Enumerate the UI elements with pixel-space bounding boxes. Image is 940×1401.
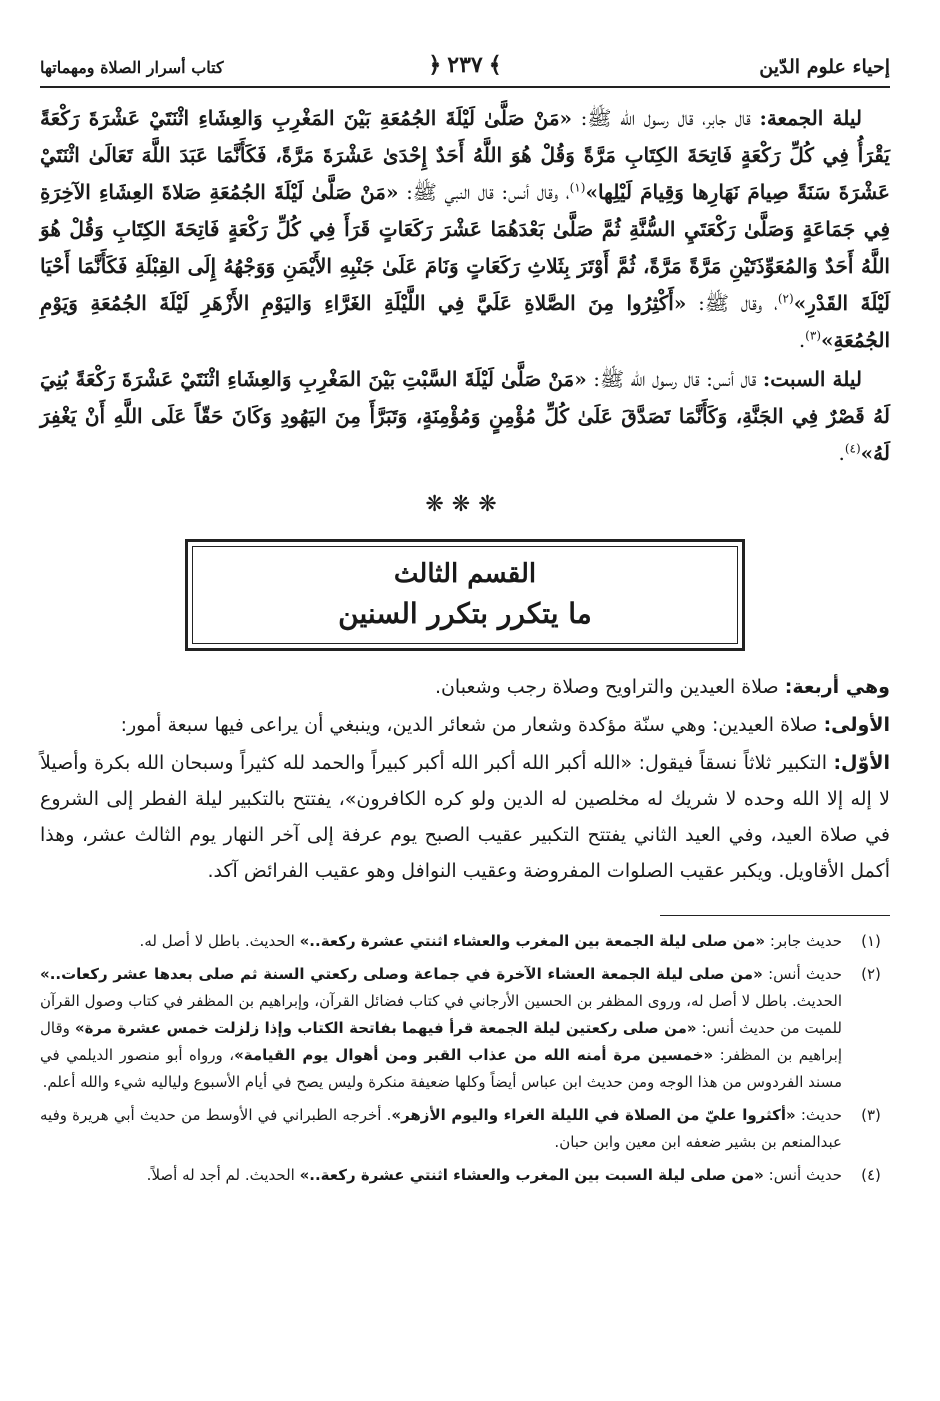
ornament-left-icon: ﴿ (428, 52, 442, 78)
intro-paragraph (40, 669, 890, 705)
friday-intro-1: قال جابر، قال رسول الله ﷺ: (580, 106, 751, 130)
footnote-hadith: «أكثروا عليّ من الصلاة في الليلة الغراء واليوم الأزهر» (391, 1106, 796, 1124)
footnote-hadith: «من صلى ليلة السبت بين المغرب والعشاء اثنتي عشرة ركعة..» (299, 1166, 764, 1184)
footnote-pre: حديث: (800, 1106, 842, 1124)
footnote-number: (١) (861, 932, 881, 950)
saturday-night-label: ليلة السبت: (762, 367, 862, 391)
first-keyword: الأولى: (823, 714, 890, 736)
footnote-ref-2[interactable]: (٢) (777, 291, 794, 306)
intro-text: صلاة العيدين والتراويح وصلاة رجب وشعبان. (434, 676, 779, 698)
footnote-text (40, 1162, 842, 1189)
footnote-ref-1[interactable]: (١) (569, 180, 586, 195)
footnote-number: (٢) (861, 965, 881, 983)
footnote-3 (40, 1102, 890, 1156)
separator-stars: ❋❋❋ (425, 492, 505, 517)
section-title-frame (185, 539, 745, 651)
friday-intro-3: ، وقال ﷺ: (698, 291, 778, 315)
footnote-number: (٣) (861, 1106, 881, 1124)
friday-hadith-2: «مَنْ صَلَّىٰ لَيْلَةَ الجُمُعَةِ صَلاةَ العِشَاءِ الآخِرَةِ فِي جَمَاعَةٍ وَصَلَّىٰ رَكْعَتَيِ السُّنَّةِ ثُمَّ صَلَّىٰ بَعْدَهُمَا عَشْرَ رَكَعَاتٍ قَرَأَ فِي كُلِّ رَكْعَةٍ فَاتِحَةَ الكِتَابِ وَقُلْ هُوَ اللَّهُ أَحَدٌ وَالمُعَوِّذَتَيْنِ مَرَّةً مَرَّةً، ثُمَّ أَوْتَرَ بِثَلاثِ رَكَعَاتٍ وَنَامَ عَلَىٰ جَنْبِهِ الأَيْمَنِ وَوَجْهُهُ إِلَى القِبْلَةِ فَكَأَنَّمَا أَحْيَا لَيْلَةَ القَدْرِ» (40, 180, 891, 315)
footnote-post: الحديث. باطل لا أصل له، وروى المظفر بن الحسين الأرجاني في كتاب فضائل القرآن، وإبراهيم بن المظفر في كتاب وصول القرآن للميت من حديث أنس: (40, 992, 842, 1037)
footnote-number: (٤) (861, 1166, 881, 1184)
footnote-1 (40, 928, 890, 955)
section-subtitle: ما يتكرر بتكرر السنين (338, 597, 592, 630)
first-matter-paragraph (40, 745, 890, 889)
friday-hadith-3: «أَكْثِرُوا مِنَ الصَّلاةِ عَلَيَّ فِي اللَّيْلَةِ الغَرَّاءِ وَاليَوْمِ الأَزْهَرِ لَيْلَةَ الجُمُعَةِ وَيَوْمِ الجُمُعَةِ» (40, 291, 890, 352)
footnote-post: . أخرجه الطبراني في الأوسط من حديث أبي هريرة وفيه عبدالمنعم بن بشير ضعفه ابن معين وابن حبان. (40, 1106, 842, 1151)
first-matter-text: التكبير ثلاثاً نسقاً فيقول: «الله أكبر الله أكبر الله أكبر كبيراً والحمد لله كثيراً وسبحان الله بكرة وأصيلاً لا إله إلا الله وحده لا شريك له مخلصين له الدين ولو كره الكافرون»، يفتتح بالتكبير ليلة الفطر إلى الشروع في صلاة العيد، وفي العيد الثاني يفتتح التكبير عقيب الصبح يوم عرفة إلى آخر النهار يوم الثالث عشر، وهذا أكمل الأقاويل. ويكبر عقيب الصلوات المفروضة وعقيب النوافل وهو عقيب الفرائض آكد. (40, 752, 890, 882)
saturday-end: . (838, 441, 845, 465)
main-text (40, 100, 890, 472)
ornament-right-icon: ﴾ (488, 52, 502, 78)
first-matter-keyword: الأوّل: (833, 752, 891, 774)
footnotes (40, 928, 890, 1189)
section-text (40, 669, 890, 889)
footnote-ref-3[interactable]: (٣) (805, 328, 821, 343)
book-page (40, 50, 890, 1380)
footnote-pre: حديث أنس: (768, 965, 842, 983)
footnote-post: الحديث. باطل لا أصل له. (139, 932, 295, 950)
footnote-4 (40, 1162, 890, 1189)
footnote-hadith-3: «خمسين مرة أمنه الله من عذاب القبر ومن أهوال يوم القيامة» (234, 1046, 714, 1064)
saturday-intro: قال أنس: قال رسول الله ﷺ: (593, 367, 757, 391)
friday-intro-2: ، وقال أنس: قال النبي ﷺ: (406, 180, 570, 204)
friday-night-label: ليلة الجمعة: (759, 106, 863, 130)
page-header (40, 50, 890, 88)
saturday-night-paragraph (40, 361, 890, 472)
friday-night-paragraph (40, 100, 890, 359)
footnote-2 (40, 961, 890, 1096)
footnote-hadith-2: «من صلى ركعتين ليلة الجمعة قرأ فيهما بفاتحة الكتاب وإذا زلزلت خمس عشرة مرة» (74, 1019, 697, 1037)
section-title-inner (192, 546, 738, 644)
first-paragraph (40, 707, 890, 743)
footnote-post-2: ، ورواه أبو منصور الديلمي في مسند الفردوس من هذا الوجه ومن حديث ابن عباس أيضاً وكلها ضعيفة منكرة وليس يصح في أيام الأسبوع ولياليه شيء والله أعلم. (40, 1046, 842, 1091)
footnote-divider (660, 915, 890, 916)
intro-keyword: وهي أربعة: (784, 676, 890, 698)
saturday-hadith: «مَنْ صَلَّىٰ لَيْلَةَ السَّبْتِ بَيْنَ المَغْرِبِ وَالعِشَاءِ اثْنَتَيْ عَشْرَةَ رَكْعَةً بُنِيَ لَهُ قَصْرٌ فِي الجَنَّةِ، وَكَأَنَّمَا تَصَدَّقَ عَلَىٰ كُلِّ مُؤْمِنٍ وَمُؤْمِنَةٍ، وَتَبَرَّأَ مِنَ اليَهُودِ وَكَانَ حَقّاً عَلَى اللَّهِ أَنْ يَغْفِرَ لَهُ» (40, 367, 890, 465)
footnote-post: الحديث. لم أجد له أصلاً. (146, 1166, 295, 1184)
friday-hadith-1: «مَنْ صَلَّىٰ لَيْلَةَ الجُمُعَةِ بَيْنَ المَغْرِبِ وَالعِشَاءِ اثْنَتَيْ عَشْرَةَ رَكْعَةً يَقْرَأُ فِي كُلِّ رَكْعَةٍ فَاتِحَةَ الكِتَابِ مَرَّةً وَقُلْ هُوَ اللَّهُ أَحَدٌ إِحْدَىٰ عَشْرَةَ مَرَّةً، فَكَأَنَّمَا عَبَدَ اللَّهَ تَعَالَىٰ اثْنَتَيْ عَشْرَةَ سَنَةً صِيامَ نَهَارِها وَقِيامَ لَيْلِها» (40, 106, 890, 204)
book-title: إحياء علوم الدّين (759, 56, 890, 78)
page-number: ٢٣٧ (447, 52, 483, 78)
footnote-text (40, 961, 842, 1096)
footnote-ref-4[interactable]: (٤) (844, 441, 861, 456)
section-title: القسم الثالث (393, 559, 537, 589)
footnote-mid: وقال إبراهيم بن المظفر: (40, 1019, 842, 1064)
first-text: صلاة العيدين: وهي سنّة مؤكدة وشعار من شعائر الدين، وينبغي أن يراعى فيها سبعة أمور: (120, 714, 818, 736)
friday-end: . (798, 328, 806, 352)
chapter-title: كتاب أسرار الصلاة ومهماتها (40, 58, 224, 77)
footnote-hadith: «من صلى ليلة الجمعة العشاء الآخرة في جماعة وصلى ركعتي السنة ثم صلى بعدها عشر ركعات..» (40, 965, 763, 983)
page-number-block (428, 52, 501, 78)
footnote-hadith: «من صلى ليلة الجمعة بين المغرب والعشاء اثنتي عشرة ركعة..» (299, 932, 766, 950)
footnote-pre: حديث جابر: (769, 932, 842, 950)
footnote-pre: حديث أنس: (768, 1166, 842, 1184)
footnote-text (40, 928, 842, 955)
footnote-text (40, 1102, 842, 1156)
